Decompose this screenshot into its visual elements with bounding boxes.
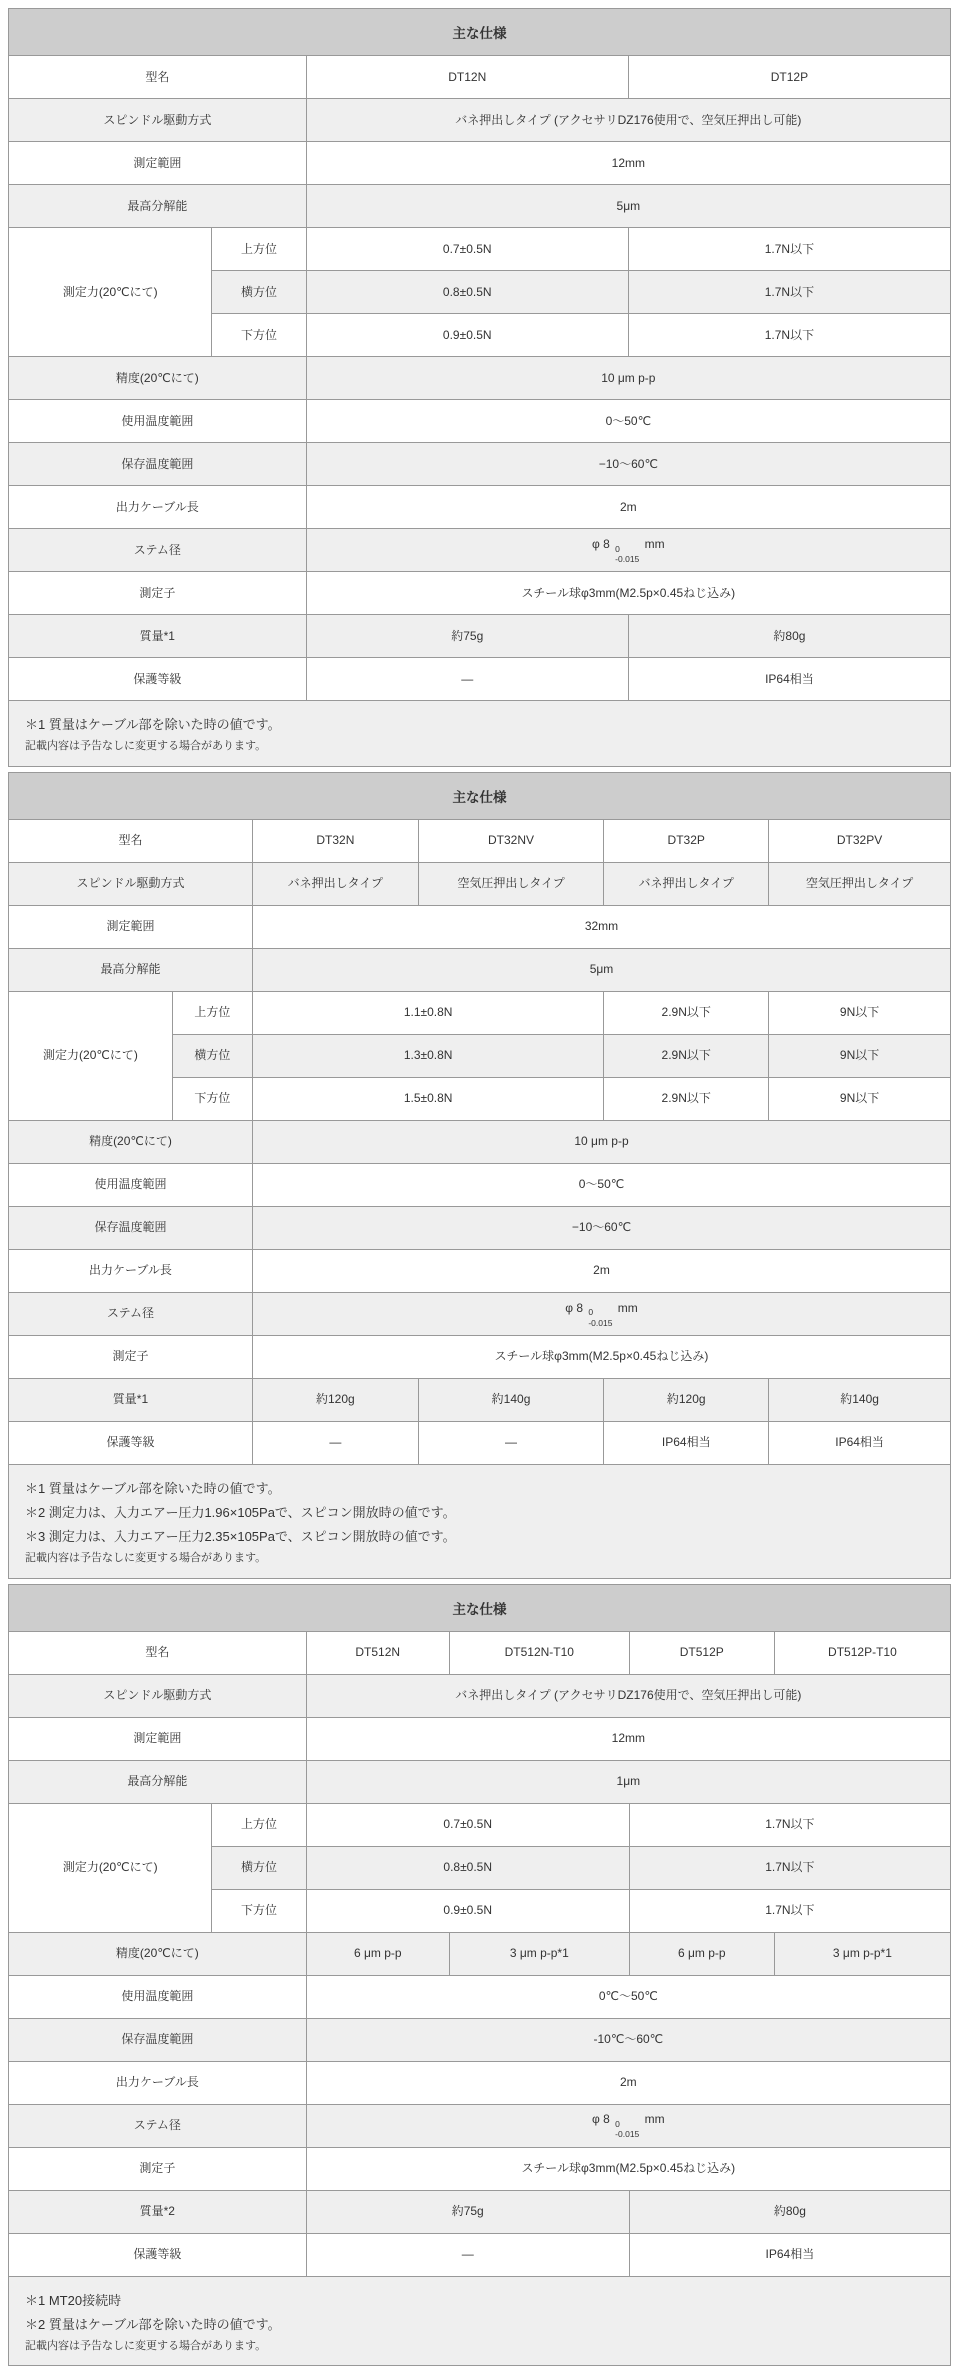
spec-value-cell: IP64相当 — [604, 1421, 769, 1464]
spec-value-cell: スチール球φ3mm(M2.5p×0.45ねじ込み) — [252, 1335, 950, 1378]
spec-table — [8, 8, 951, 767]
tolerance-stack: 0 -0.015 — [588, 1307, 613, 1328]
spec-value-cell: 1.7N以下 — [629, 1889, 950, 1932]
spec-value-cell: DT512P-T10 — [774, 1631, 950, 1674]
spec-value-cell: 1.5±0.8N — [252, 1077, 603, 1120]
spec-value-cell: 2.9N以下 — [604, 1077, 769, 1120]
spec-value-cell: 5μm — [252, 948, 950, 991]
spec-table — [8, 1584, 951, 2367]
spec-value-cell: IP64相当 — [629, 2233, 950, 2276]
spec-value-cell: DT12N — [306, 56, 628, 99]
table-notes — [9, 701, 951, 767]
spec-label-cell: 測定範囲 — [9, 142, 307, 185]
table-row — [9, 1674, 951, 1717]
spec-value-cell: 1.7N以下 — [628, 271, 950, 314]
spec-label-cell: 出力ケーブル長 — [9, 1249, 253, 1292]
spec-label-cell: 測定力(20℃にて) — [9, 1803, 212, 1932]
table-row — [9, 572, 951, 615]
spec-label-cell: 測定力(20℃にて) — [9, 991, 173, 1120]
spec-label-cell: 精度(20℃にて) — [9, 1120, 253, 1163]
note-footer: 記載内容は予告なしに変更する場合があります。 — [25, 1551, 267, 1564]
note-line: ＊3 測定力は、入力エアー圧力2.35×105Paで、スピコン開放時の値です。 — [25, 1528, 456, 1544]
spec-value-cell: バネ押出しタイプ (アクセサリDZ176使用で、空気圧押出し可能) — [306, 1674, 950, 1717]
table-row — [9, 2190, 951, 2233]
table-row — [9, 142, 951, 185]
table-title: 主な仕様 — [9, 9, 951, 56]
table-row — [9, 2233, 951, 2276]
spec-label-cell: 保存温度範囲 — [9, 1206, 253, 1249]
table-row — [9, 1378, 951, 1421]
spec-value-cell: φ 8 0 -0.015 mm — [306, 529, 950, 572]
table-row — [9, 2018, 951, 2061]
spec-value-cell: 約120g — [252, 1378, 418, 1421]
spec-label-cell: 保護等級 — [9, 658, 307, 701]
spec-value-cell: 空気圧押出しタイプ — [418, 862, 604, 905]
table-row — [9, 1163, 951, 1206]
table-row — [9, 615, 951, 658]
spec-value-cell: 約140g — [769, 1378, 951, 1421]
spec-value-cell: 2m — [252, 1249, 950, 1292]
spec-label-cell: 型名 — [9, 819, 253, 862]
spec-value-cell: 約140g — [418, 1378, 604, 1421]
spec-value-cell: スチール球φ3mm(M2.5p×0.45ねじ込み) — [306, 572, 950, 615]
spec-label-cell: 精度(20℃にて) — [9, 1932, 307, 1975]
spec-label-cell: 測定範囲 — [9, 905, 253, 948]
spec-label-cell: 最高分解能 — [9, 1760, 307, 1803]
spec-value-cell: DT32N — [252, 819, 418, 862]
spec-value-cell: 0.8±0.5N — [306, 271, 628, 314]
table-row — [9, 658, 951, 701]
spec-value-cell: DT32P — [604, 819, 769, 862]
spec-label-cell: 保存温度範囲 — [9, 2018, 307, 2061]
spec-label-cell: 質量*2 — [9, 2190, 307, 2233]
spec-value-cell: φ 8 0 -0.015 mm — [306, 2104, 950, 2147]
spec-value-cell: 0.9±0.5N — [306, 1889, 629, 1932]
spec-value-cell: IP64相当 — [769, 1421, 951, 1464]
spec-value-cell: −10～60℃ — [306, 443, 950, 486]
spec-value-cell: バネ押出しタイプ — [252, 862, 418, 905]
spec-value-cell: 6 μm p-p — [629, 1932, 774, 1975]
table-notes — [9, 1464, 951, 1578]
table-row — [9, 2061, 951, 2104]
spec-value-cell: ― — [252, 1421, 418, 1464]
spec-value-cell: 1μm — [306, 1760, 950, 1803]
spec-value-cell: 12mm — [306, 1717, 950, 1760]
table-row — [9, 1760, 951, 1803]
spec-value-cell: DT512N-T10 — [449, 1631, 629, 1674]
spec-value-cell: DT512N — [306, 1631, 449, 1674]
spec-value-cell: DT32NV — [418, 819, 604, 862]
spec-value-cell: 0.8±0.5N — [306, 1846, 629, 1889]
spec-value-cell: DT12P — [628, 56, 950, 99]
spec-label-cell: 上方位 — [212, 228, 306, 271]
spec-tables — [8, 8, 951, 2366]
table-row — [9, 1717, 951, 1760]
table-row — [9, 991, 951, 1034]
spec-label-cell: 使用温度範囲 — [9, 400, 307, 443]
spec-label-cell: 使用温度範囲 — [9, 1163, 253, 1206]
spec-label-cell: 測定子 — [9, 1335, 253, 1378]
table-row — [9, 2147, 951, 2190]
spec-label-cell: 横方位 — [172, 1034, 252, 1077]
spec-label-cell: 上方位 — [212, 1803, 306, 1846]
spec-value-cell: 9N以下 — [769, 1077, 951, 1120]
note-footer: 記載内容は予告なしに変更する場合があります。 — [25, 2339, 267, 2352]
spec-value-cell: バネ押出しタイプ (アクセサリDZ176使用で、空気圧押出し可能) — [306, 99, 950, 142]
spec-value-cell: 1.3±0.8N — [252, 1034, 603, 1077]
table-row — [9, 1206, 951, 1249]
spec-value-cell: 0℃～50℃ — [306, 1975, 950, 2018]
spec-value-cell: 0.7±0.5N — [306, 228, 628, 271]
note-line: ＊2 測定力は、入力エアー圧力1.96×105Paで、スピコン開放時の値です。 — [25, 1504, 456, 1520]
spec-label-cell: ステム径 — [9, 2104, 307, 2147]
spec-label-cell: 測定範囲 — [9, 1717, 307, 1760]
spec-value-cell: 約75g — [306, 615, 628, 658]
spec-value-cell: 空気圧押出しタイプ — [769, 862, 951, 905]
spec-value-cell: 1.7N以下 — [629, 1846, 950, 1889]
spec-value-cell: 1.1±0.8N — [252, 991, 603, 1034]
spec-value-cell: 2m — [306, 2061, 950, 2104]
table-row — [9, 1292, 951, 1335]
spec-value-cell: スチール球φ3mm(M2.5p×0.45ねじ込み) — [306, 2147, 950, 2190]
spec-label-cell: 横方位 — [212, 1846, 306, 1889]
table-row — [9, 1335, 951, 1378]
spec-label-cell: 保存温度範囲 — [9, 443, 307, 486]
spec-value-cell: DT32PV — [769, 819, 951, 862]
spec-value-cell: 2.9N以下 — [604, 1034, 769, 1077]
table-row — [9, 529, 951, 572]
table-title: 主な仕様 — [9, 772, 951, 819]
spec-value-cell: 0.7±0.5N — [306, 1803, 629, 1846]
spec-table — [8, 772, 951, 1579]
spec-label-cell: 測定子 — [9, 2147, 307, 2190]
note-line: ＊1 質量はケーブル部を除いた時の値です。 — [25, 717, 281, 732]
note-footer: 記載内容は予告なしに変更する場合があります。 — [25, 740, 267, 753]
spec-value-cell: 1.7N以下 — [629, 1803, 950, 1846]
spec-value-cell: IP64相当 — [628, 658, 950, 701]
table-row — [9, 2104, 951, 2147]
spec-value-cell: ― — [306, 2233, 629, 2276]
spec-label-cell: 測定子 — [9, 572, 307, 615]
table-row — [9, 819, 951, 862]
tolerance-stack: 0 -0.015 — [615, 2119, 640, 2140]
spec-value-cell: 約80g — [629, 2190, 950, 2233]
spec-label-cell: スピンドル駆動方式 — [9, 1674, 307, 1717]
spec-value-cell: 約80g — [628, 615, 950, 658]
spec-label-cell: ステム径 — [9, 529, 307, 572]
spec-label-cell: 出力ケーブル長 — [9, 2061, 307, 2104]
spec-value-cell: 32mm — [252, 905, 950, 948]
table-row — [9, 1249, 951, 1292]
spec-label-cell: スピンドル駆動方式 — [9, 862, 253, 905]
spec-value-cell: ― — [306, 658, 628, 701]
note-line: ＊1 質量はケーブル部を除いた時の値です。 — [25, 1480, 281, 1496]
table-row — [9, 1421, 951, 1464]
spec-value-cell: -10℃～60℃ — [306, 2018, 950, 2061]
spec-value-cell: 1.7N以下 — [628, 228, 950, 271]
spec-label-cell: 下方位 — [212, 1889, 306, 1932]
table-row — [9, 185, 951, 228]
table-row — [9, 400, 951, 443]
spec-value-cell: 3 μm p-p*1 — [449, 1932, 629, 1975]
note-line: ＊2 質量はケーブル部を除いた時の値です。 — [25, 2316, 281, 2332]
table-row — [9, 1932, 951, 1975]
spec-value-cell: 0～50℃ — [252, 1163, 950, 1206]
spec-value-cell: 2m — [306, 486, 950, 529]
spec-value-cell: 約120g — [604, 1378, 769, 1421]
spec-value-cell: 10 μm p-p — [252, 1120, 950, 1163]
spec-value-cell: 6 μm p-p — [306, 1932, 449, 1975]
table-row — [9, 443, 951, 486]
spec-label-cell: 下方位 — [212, 314, 306, 357]
spec-value-cell: 0～50℃ — [306, 400, 950, 443]
spec-label-cell: 質量*1 — [9, 615, 307, 658]
spec-label-cell: 測定力(20℃にて) — [9, 228, 212, 357]
spec-label-cell: 最高分解能 — [9, 948, 253, 991]
spec-value-cell: 9N以下 — [769, 991, 951, 1034]
spec-label-cell: 上方位 — [172, 991, 252, 1034]
spec-label-cell: 保護等級 — [9, 1421, 253, 1464]
tolerance-stack: 0 -0.015 — [615, 543, 640, 564]
spec-value-cell: −10～60℃ — [252, 1206, 950, 1249]
spec-value-cell: 10 μm p-p — [306, 357, 950, 400]
spec-value-cell: 5μm — [306, 185, 950, 228]
spec-label-cell: 型名 — [9, 1631, 307, 1674]
spec-value-cell: 2.9N以下 — [604, 991, 769, 1034]
spec-label-cell: 横方位 — [212, 271, 306, 314]
spec-label-cell: 型名 — [9, 56, 307, 99]
table-title: 主な仕様 — [9, 1584, 951, 1631]
table-row — [9, 99, 951, 142]
spec-value-cell: 0.9±0.5N — [306, 314, 628, 357]
spec-label-cell: スピンドル駆動方式 — [9, 99, 307, 142]
table-row — [9, 56, 951, 99]
spec-label-cell: 出力ケーブル長 — [9, 486, 307, 529]
table-row — [9, 1803, 951, 1846]
spec-label-cell: 保護等級 — [9, 2233, 307, 2276]
table-row — [9, 1631, 951, 1674]
spec-label-cell: 質量*1 — [9, 1378, 253, 1421]
table-row — [9, 862, 951, 905]
table-row — [9, 1975, 951, 2018]
table-row — [9, 228, 951, 271]
spec-value-cell: 12mm — [306, 142, 950, 185]
spec-value-cell: ― — [418, 1421, 604, 1464]
spec-value-cell: 1.7N以下 — [628, 314, 950, 357]
spec-label-cell: ステム径 — [9, 1292, 253, 1335]
spec-value-cell: バネ押出しタイプ — [604, 862, 769, 905]
note-line: ＊1 MT20接続時 — [25, 2292, 122, 2308]
spec-value-cell: 9N以下 — [769, 1034, 951, 1077]
spec-label-cell: 精度(20℃にて) — [9, 357, 307, 400]
table-notes — [9, 2276, 951, 2366]
spec-value-cell: 3 μm p-p*1 — [774, 1932, 950, 1975]
spec-value-cell: φ 8 0 -0.015 mm — [252, 1292, 950, 1335]
spec-label-cell: 使用温度範囲 — [9, 1975, 307, 2018]
spec-value-cell: DT512P — [629, 1631, 774, 1674]
spec-label-cell: 下方位 — [172, 1077, 252, 1120]
table-row — [9, 486, 951, 529]
table-row — [9, 948, 951, 991]
table-row — [9, 1120, 951, 1163]
spec-value-cell: 約75g — [306, 2190, 629, 2233]
table-row — [9, 357, 951, 400]
spec-label-cell: 最高分解能 — [9, 185, 307, 228]
table-row — [9, 905, 951, 948]
